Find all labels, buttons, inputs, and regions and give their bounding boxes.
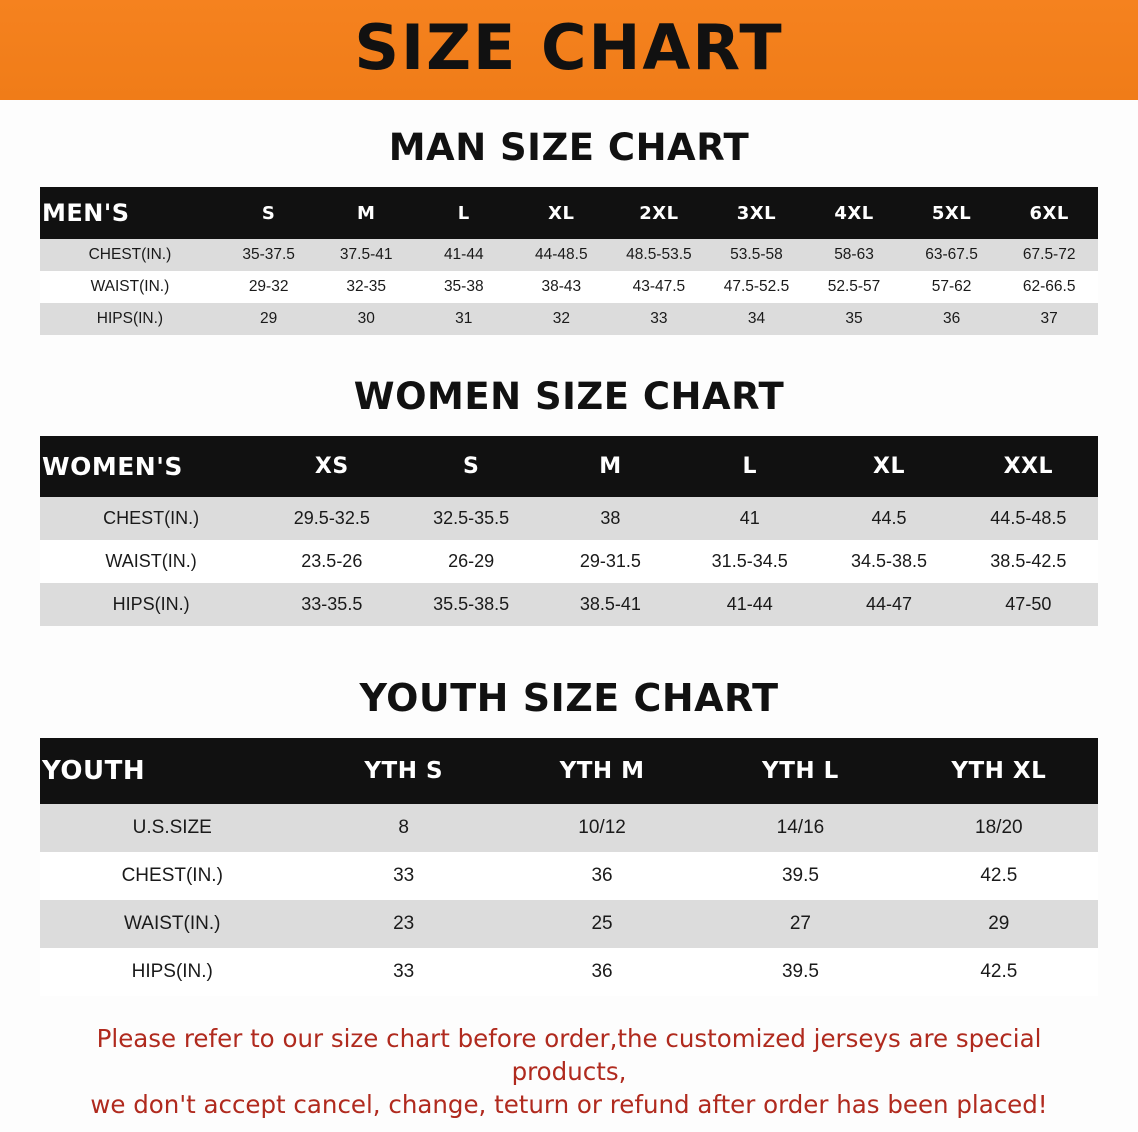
youth-size-table — [40, 738, 1098, 996]
table-cell: 47-50 — [959, 583, 1098, 626]
column-header: 5XL — [903, 187, 1001, 239]
table-cell: 26-29 — [401, 540, 540, 583]
table-cell: 30 — [317, 303, 415, 335]
table-cell: 38.5-42.5 — [959, 540, 1098, 583]
table-cell: 35-37.5 — [220, 239, 318, 271]
table-cell: 63-67.5 — [903, 239, 1001, 271]
table-cell: 44-48.5 — [513, 239, 611, 271]
column-header: XXL — [959, 436, 1098, 497]
youth-table-wrapper — [40, 738, 1098, 996]
table-cell: 36 — [503, 948, 701, 996]
row-label: U.S.SIZE — [40, 804, 305, 852]
row-label: HIPS(IN.) — [40, 948, 305, 996]
table-cell: 32-35 — [317, 271, 415, 303]
table-row — [40, 804, 1098, 852]
table-cell: 36 — [903, 303, 1001, 335]
column-header: MEN'S — [40, 187, 220, 239]
table-cell: 33-35.5 — [262, 583, 401, 626]
row-label: CHEST(IN.) — [40, 239, 220, 271]
column-header: 3XL — [708, 187, 806, 239]
column-header: XL — [513, 187, 611, 239]
table-cell: 23 — [305, 900, 503, 948]
table-cell: 29 — [220, 303, 318, 335]
table-cell: 29-31.5 — [541, 540, 680, 583]
table-cell: 42.5 — [900, 948, 1098, 996]
table-cell: 39.5 — [701, 948, 899, 996]
disclaimer-line-2: we don't accept cancel, change, teturn or refund after order has been placed! — [90, 1090, 1048, 1120]
table-cell: 35.5-38.5 — [401, 583, 540, 626]
table-cell: 34.5-38.5 — [819, 540, 958, 583]
women-size-table — [40, 436, 1098, 626]
table-cell: 37 — [1000, 303, 1098, 335]
table-cell: 29.5-32.5 — [262, 497, 401, 540]
row-label: CHEST(IN.) — [40, 852, 305, 900]
page-title: SIZE CHART — [354, 11, 784, 84]
table-cell: 42.5 — [900, 852, 1098, 900]
table-row — [40, 303, 1098, 335]
table-cell: 31.5-34.5 — [680, 540, 819, 583]
table-row — [40, 239, 1098, 271]
table-cell: 48.5-53.5 — [610, 239, 708, 271]
table-cell: 25 — [503, 900, 701, 948]
women-section-title: WOMEN SIZE CHART — [353, 375, 785, 418]
table-cell: 58-63 — [805, 239, 903, 271]
row-label: HIPS(IN.) — [40, 303, 220, 335]
table-row — [40, 852, 1098, 900]
table-cell: 44-47 — [819, 583, 958, 626]
table-cell: 39.5 — [701, 852, 899, 900]
man-table-wrapper — [40, 187, 1098, 335]
table-row — [40, 583, 1098, 626]
column-header: YOUTH — [40, 738, 305, 804]
table-cell: 41-44 — [415, 239, 513, 271]
column-header: L — [415, 187, 513, 239]
table-cell: 33 — [305, 852, 503, 900]
table-cell: 27 — [701, 900, 899, 948]
table-cell: 67.5-72 — [1000, 239, 1098, 271]
page-banner — [0, 0, 1138, 100]
column-header: 6XL — [1000, 187, 1098, 239]
row-label: WAIST(IN.) — [40, 540, 262, 583]
row-label: WAIST(IN.) — [40, 900, 305, 948]
table-cell: 33 — [610, 303, 708, 335]
table-cell: 38.5-41 — [541, 583, 680, 626]
table-cell: 52.5-57 — [805, 271, 903, 303]
row-label: CHEST(IN.) — [40, 497, 262, 540]
table-cell: 38 — [541, 497, 680, 540]
table-cell: 23.5-26 — [262, 540, 401, 583]
table-cell: 32 — [513, 303, 611, 335]
table-row — [40, 900, 1098, 948]
column-header: M — [317, 187, 415, 239]
table-cell: 33 — [305, 948, 503, 996]
table-header-row — [40, 187, 1098, 239]
row-label: HIPS(IN.) — [40, 583, 262, 626]
table-cell: 44.5-48.5 — [959, 497, 1098, 540]
column-header: 4XL — [805, 187, 903, 239]
column-header: XS — [262, 436, 401, 497]
table-cell: 35-38 — [415, 271, 513, 303]
table-cell: 31 — [415, 303, 513, 335]
column-header: YTH M — [503, 738, 701, 804]
row-label: WAIST(IN.) — [40, 271, 220, 303]
table-header-row — [40, 738, 1098, 804]
table-cell: 18/20 — [900, 804, 1098, 852]
table-cell: 14/16 — [701, 804, 899, 852]
column-header: L — [680, 436, 819, 497]
table-cell: 8 — [305, 804, 503, 852]
table-cell: 32.5-35.5 — [401, 497, 540, 540]
column-header: 2XL — [610, 187, 708, 239]
man-section-title: MAN SIZE CHART — [388, 126, 750, 169]
disclaimer-note — [36, 1022, 1102, 1121]
column-header: S — [401, 436, 540, 497]
table-row — [40, 271, 1098, 303]
women-table-wrapper — [40, 436, 1098, 626]
table-cell: 29-32 — [220, 271, 318, 303]
table-cell: 41-44 — [680, 583, 819, 626]
table-row — [40, 948, 1098, 996]
disclaimer-line-1: Please refer to our size chart before order,the customized jerseys are special products, — [96, 1024, 1042, 1087]
table-cell: 41 — [680, 497, 819, 540]
table-cell: 53.5-58 — [708, 239, 806, 271]
table-row — [40, 497, 1098, 540]
table-cell: 37.5-41 — [317, 239, 415, 271]
table-cell: 36 — [503, 852, 701, 900]
column-header: XL — [819, 436, 958, 497]
table-header-row — [40, 436, 1098, 497]
column-header: M — [541, 436, 680, 497]
column-header: WOMEN'S — [40, 436, 262, 497]
table-cell: 10/12 — [503, 804, 701, 852]
table-cell: 34 — [708, 303, 806, 335]
table-cell: 29 — [900, 900, 1098, 948]
column-header: YTH L — [701, 738, 899, 804]
column-header: S — [220, 187, 318, 239]
table-cell: 44.5 — [819, 497, 958, 540]
table-cell: 47.5-52.5 — [708, 271, 806, 303]
table-cell: 62-66.5 — [1000, 271, 1098, 303]
youth-section-title: YOUTH SIZE CHART — [359, 676, 779, 720]
table-cell: 43-47.5 — [610, 271, 708, 303]
table-cell: 38-43 — [513, 271, 611, 303]
column-header: YTH S — [305, 738, 503, 804]
table-cell: 35 — [805, 303, 903, 335]
man-size-table — [40, 187, 1098, 335]
table-row — [40, 540, 1098, 583]
table-cell: 57-62 — [903, 271, 1001, 303]
column-header: YTH XL — [900, 738, 1098, 804]
